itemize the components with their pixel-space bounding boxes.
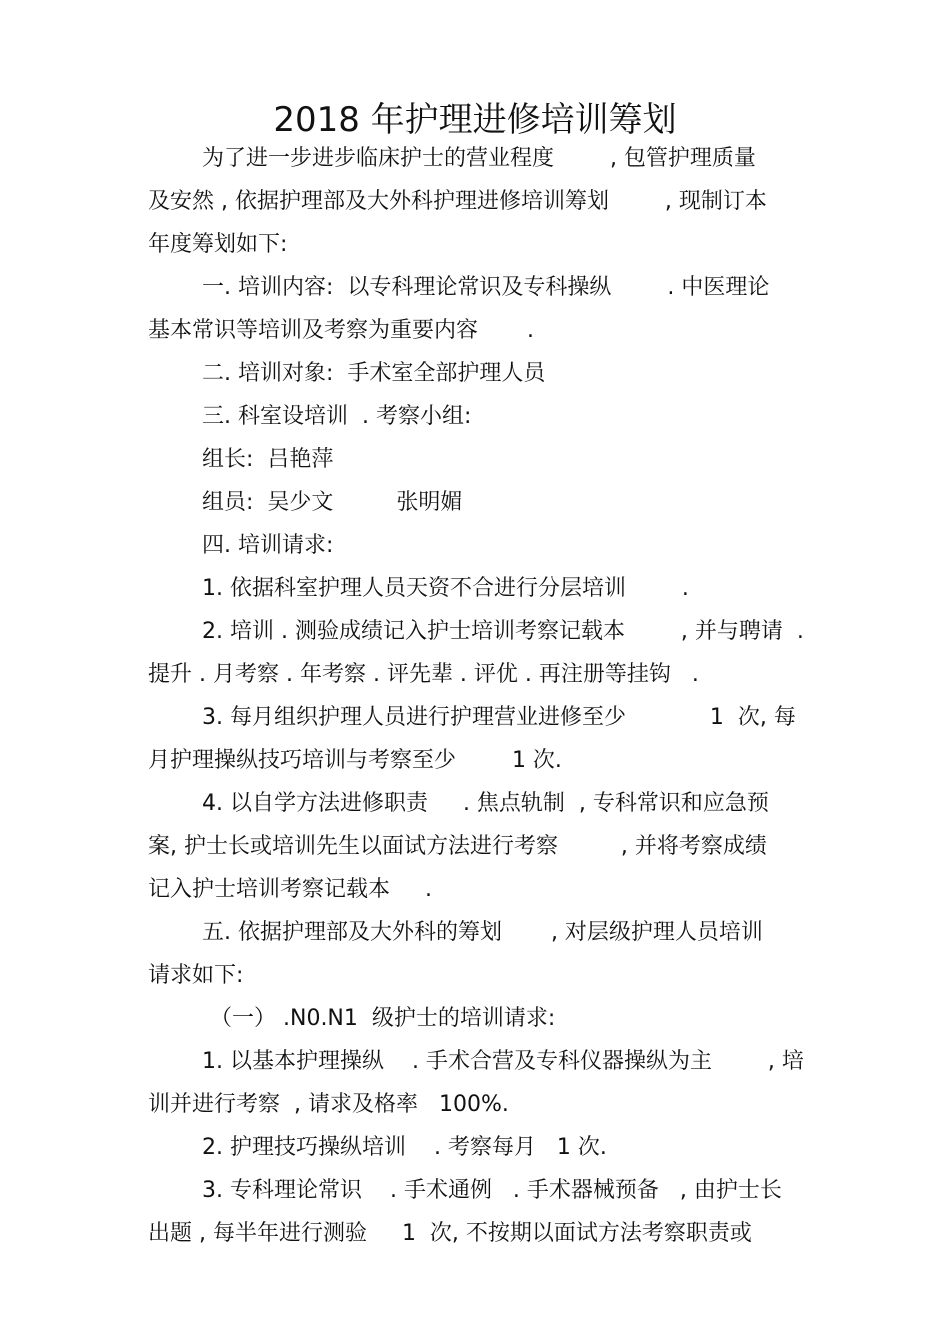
paragraph-line: 四. 培训请求: (202, 533, 334, 558)
paragraph-line: 五. 依据护理部及大外科的筹划 , 对层级护理人员培训 (202, 920, 763, 945)
paragraph-line: 请求如下: (148, 963, 244, 988)
paragraph-line: 组员: 吴少文 张明媚 (202, 490, 463, 515)
paragraph-line: 出题 , 每半年进行测验 1 次, 不按期以面试方法考察职责或 (148, 1221, 752, 1246)
paragraph-line: 2. 培训 . 测验成绩记入护士培训考察记载本 , 并与聘请 . (202, 619, 804, 644)
paragraph-line: （一） .N0.N1 级护士的培训请求: (210, 1006, 556, 1031)
paragraph-line: 3. 每月组织护理人员进行护理营业进修至少 1 次, 每 (202, 705, 796, 730)
paragraph-line: 年度筹划如下: (148, 232, 288, 257)
paragraph-line: 4. 以自学方法进修职责 . 焦点轨制 , 专科常识和应急预 (202, 791, 769, 816)
paragraph-line: 及安然 , 依据护理部及大外科护理进修培训筹划 , 现制订本 (148, 189, 767, 214)
paragraph-line: 基本常识等培训及考察为重要内容 . (148, 318, 534, 343)
paragraph-line: 提升 . 月考察 . 年考察 . 评先辈 . 评优 . 再注册等挂钩 . (148, 662, 699, 687)
paragraph-line: 3. 专科理论常识 . 手术通例 . 手术器械预备 , 由护士长 (202, 1178, 782, 1203)
paragraph-line: 1. 依据科室护理人员天资不合进行分层培训 . (202, 576, 689, 601)
paragraph-line: 二. 培训对象: 手术室全部护理人员 (202, 361, 546, 386)
paragraph-line: 1. 以基本护理操纵 . 手术合营及专科仪器操纵为主 , 培 (202, 1049, 804, 1074)
paragraph-line: 一. 培训内容: 以专科理论常识及专科操纵 . 中医理论 (202, 275, 770, 300)
document-title: 2018 年护理进修培训筹划 (273, 100, 677, 140)
paragraph-line: 记入护士培训考察记载本 . (148, 877, 432, 902)
paragraph-line: 为了进一步进步临床护士的营业程度 , 包管护理质量 (202, 146, 756, 171)
paragraph-line: 案, 护士长或培训先生以面试方法进行考察 , 并将考察成绩 (148, 834, 767, 859)
document-body (148, 137, 818, 1255)
paragraph-line: 2. 护理技巧操纵培训 . 考察每月 1 次. (202, 1135, 607, 1160)
paragraph-line: 三. 科室设培训 . 考察小组: (202, 404, 472, 429)
paragraph-line: 月护理操纵技巧培训与考察至少 1 次. (148, 748, 562, 773)
paragraph-line: 训并进行考察 , 请求及格率 100%. (148, 1092, 509, 1117)
paragraph-line: 组长: 吕艳萍 (202, 447, 334, 472)
